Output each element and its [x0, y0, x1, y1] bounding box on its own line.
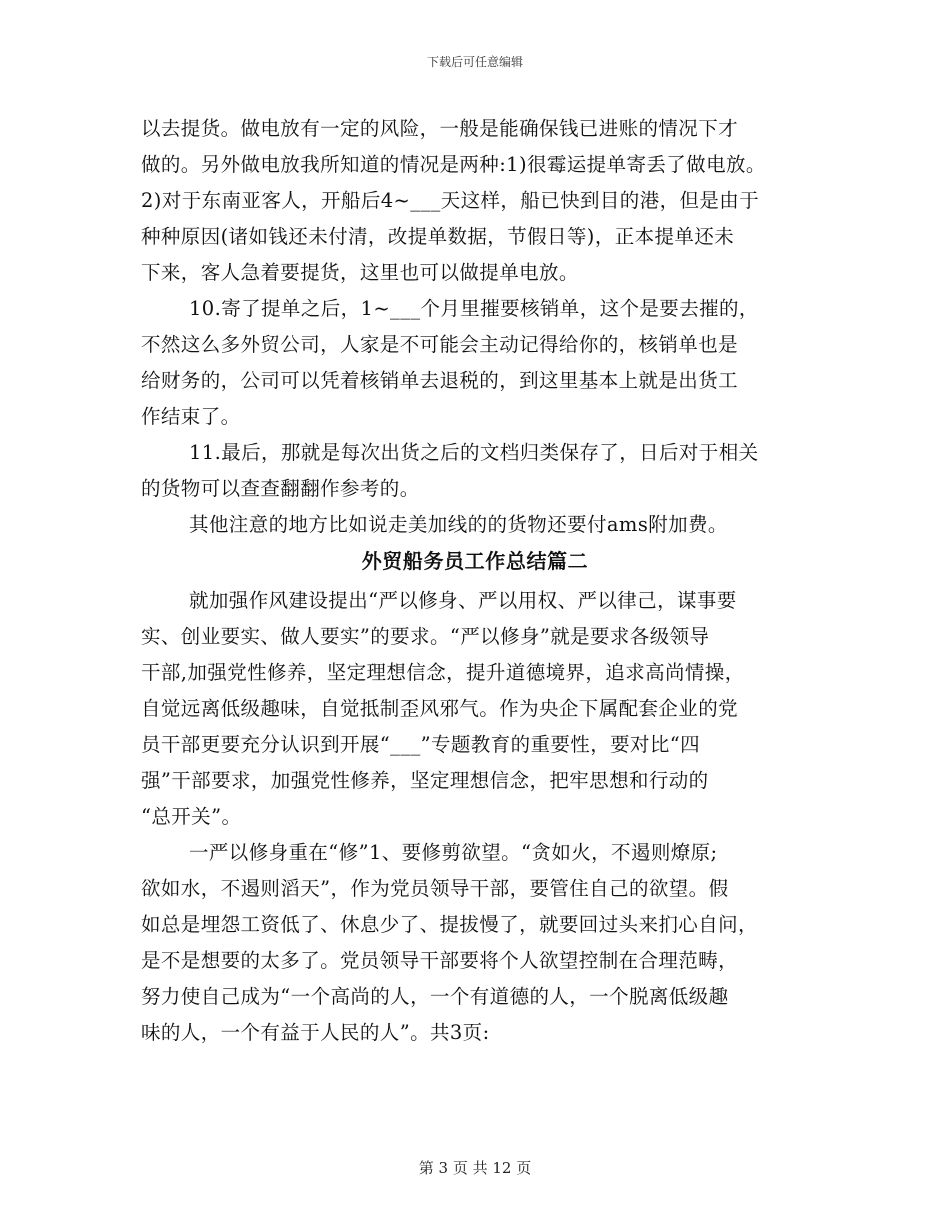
text-line: 2)对于东南亚客人，开船后4~___天这样，船已快到目的港，但是由于	[141, 189, 760, 212]
text-line: 强”干部要求，加强党性修养，坚定理想信念，把牢思想和行动的	[141, 769, 709, 792]
text-line: 努力使自己成为“一个高尚的人，一个有道德的人，一个脱离低级趣	[141, 985, 729, 1008]
document-body	[141, 111, 809, 1051]
text-line: 给财务的，公司可以凭着核销单去退税的，到这里基本上就是出货工	[141, 369, 739, 392]
paragraph-telex-release	[141, 111, 809, 291]
text-line: 11.最后，那就是每次出货之后的文档归类保存了，日后对于相关	[189, 441, 759, 464]
text-line: 10.寄了提单之后，1~___个月里摧要核销单，这个是要去摧的，	[189, 297, 759, 320]
text-line: 味的人，一个有益于人民的人”。共3页:	[141, 1021, 490, 1044]
section-heading: 外贸船务员工作总结篇二	[361, 549, 589, 573]
text-line: 就加强作风建设提出“严以修身、严以用权、严以律己，谋事要	[189, 589, 737, 612]
page-header: 下载后可任意编辑	[426, 55, 523, 69]
text-line: 干部,加强党性修养，坚定理想信念，提升道德境界，追求高尚情操，	[141, 661, 745, 684]
text-line: 下来，客人急着要提货，这里也可以做提单电放。	[141, 261, 579, 284]
text-line: 做的。另外做电放我所知道的情况是两种:1)很霉运提单寄丢了做电放。	[141, 153, 766, 176]
text-line: 欲如水，不遏则滔天”，作为党员领导干部，要管住自己的欲望。假	[141, 877, 729, 900]
paragraph-self-cultivation	[141, 835, 809, 1051]
page-number: 第 3 页 共 12 页	[418, 1159, 532, 1177]
paragraph-item-11	[141, 435, 809, 507]
text-line: 如总是埋怨工资低了、休息少了、提拔慢了，就要回过头来扪心自问，	[141, 913, 758, 936]
paragraph-work-style	[141, 583, 809, 835]
text-line: 实、创业要实、做人要实”的要求。“严以修身”就是要求各级领导	[141, 625, 710, 648]
text-line: “总开关”。	[141, 805, 242, 828]
text-line: 以去提货。做电放有一定的风险，一般是能确保钱已进账的情况下才	[141, 117, 739, 140]
text-line: 是不是想要的太多了。党员领导干部要将个人欲望控制在合理范畴，	[141, 949, 739, 972]
text-line: 种种原因(诸如钱还未付清，改提单数据，节假日等)，正本提单还未	[141, 225, 735, 248]
paragraph-other-notes	[141, 507, 809, 543]
text-line: 其他注意的地方比如说走美加线的的货物还要付ams附加费。	[189, 513, 728, 536]
text-line: 员干部更要充分认识到开展“___”专题教育的重要性，要对比“四	[141, 733, 701, 756]
text-line: 一严以修身重在“修”1、要修剪欲望。“贪如火，不遏则燎原;	[189, 841, 718, 864]
paragraph-item-10	[141, 291, 809, 435]
text-line: 不然这么多外贸公司，人家是不可能会主动记得给你的，核销单也是	[141, 333, 739, 356]
text-line: 的货物可以查查翻翻作参考的。	[141, 477, 420, 500]
text-line: 自觉远离低级趣味，自觉抵制歪风邪气。作为央企下属配套企业的党	[141, 697, 739, 720]
text-line: 作结束了。	[141, 405, 241, 428]
